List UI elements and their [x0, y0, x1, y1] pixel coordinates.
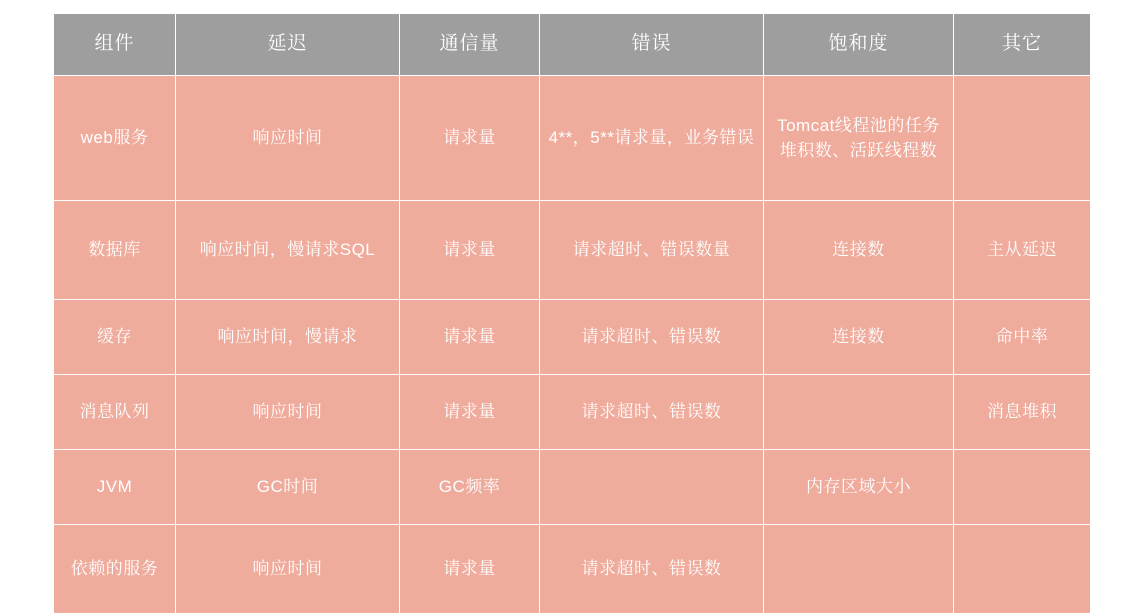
column-header-latency: 延迟 [176, 14, 400, 76]
table-row [54, 300, 1091, 375]
cell-latency: 响应时间 [176, 525, 400, 614]
cell-traffic: 请求量 [400, 201, 540, 300]
column-header-errors: 错误 [540, 14, 764, 76]
table-header [54, 14, 1091, 76]
cell-component: 依赖的服务 [54, 525, 176, 614]
column-header-traffic: 通信量 [400, 14, 540, 76]
column-header-other: 其它 [954, 14, 1091, 76]
cell-latency: 响应时间 [176, 76, 400, 201]
cell-errors [540, 450, 764, 525]
table-row [54, 525, 1091, 614]
cell-traffic: 请求量 [400, 300, 540, 375]
column-header-component: 组件 [54, 14, 176, 76]
cell-saturation [764, 375, 954, 450]
cell-other: 命中率 [954, 300, 1091, 375]
cell-errors: 请求超时、错误数 [540, 525, 764, 614]
cell-component: JVM [54, 450, 176, 525]
table-row [54, 76, 1091, 201]
cell-latency: 响应时间 [176, 375, 400, 450]
cell-other: 消息堆积 [954, 375, 1091, 450]
metrics-table [53, 13, 1091, 614]
table-header-row [54, 14, 1091, 76]
cell-latency: 响应时间，慢请求SQL [176, 201, 400, 300]
cell-saturation: 内存区域大小 [764, 450, 954, 525]
cell-saturation: 连接数 [764, 300, 954, 375]
cell-saturation [764, 525, 954, 614]
column-header-saturation: 饱和度 [764, 14, 954, 76]
cell-component: web服务 [54, 76, 176, 201]
cell-component: 缓存 [54, 300, 176, 375]
metrics-table-container [53, 13, 1090, 614]
table-row [54, 450, 1091, 525]
cell-errors: 4**，5**请求量，业务错误 [540, 76, 764, 201]
cell-saturation: Tomcat线程池的任务堆积数、活跃线程数 [764, 76, 954, 201]
cell-latency: GC时间 [176, 450, 400, 525]
cell-traffic: 请求量 [400, 375, 540, 450]
cell-errors: 请求超时、错误数 [540, 300, 764, 375]
cell-component: 数据库 [54, 201, 176, 300]
cell-traffic: 请求量 [400, 76, 540, 201]
cell-saturation: 连接数 [764, 201, 954, 300]
cell-traffic: GC频率 [400, 450, 540, 525]
table-row [54, 375, 1091, 450]
cell-other [954, 76, 1091, 201]
cell-traffic: 请求量 [400, 525, 540, 614]
cell-other [954, 525, 1091, 614]
table-row [54, 201, 1091, 300]
cell-errors: 请求超时、错误数 [540, 375, 764, 450]
cell-errors: 请求超时、错误数量 [540, 201, 764, 300]
table-body [54, 76, 1091, 614]
cell-other: 主从延迟 [954, 201, 1091, 300]
cell-latency: 响应时间，慢请求 [176, 300, 400, 375]
cell-component: 消息队列 [54, 375, 176, 450]
cell-other [954, 450, 1091, 525]
